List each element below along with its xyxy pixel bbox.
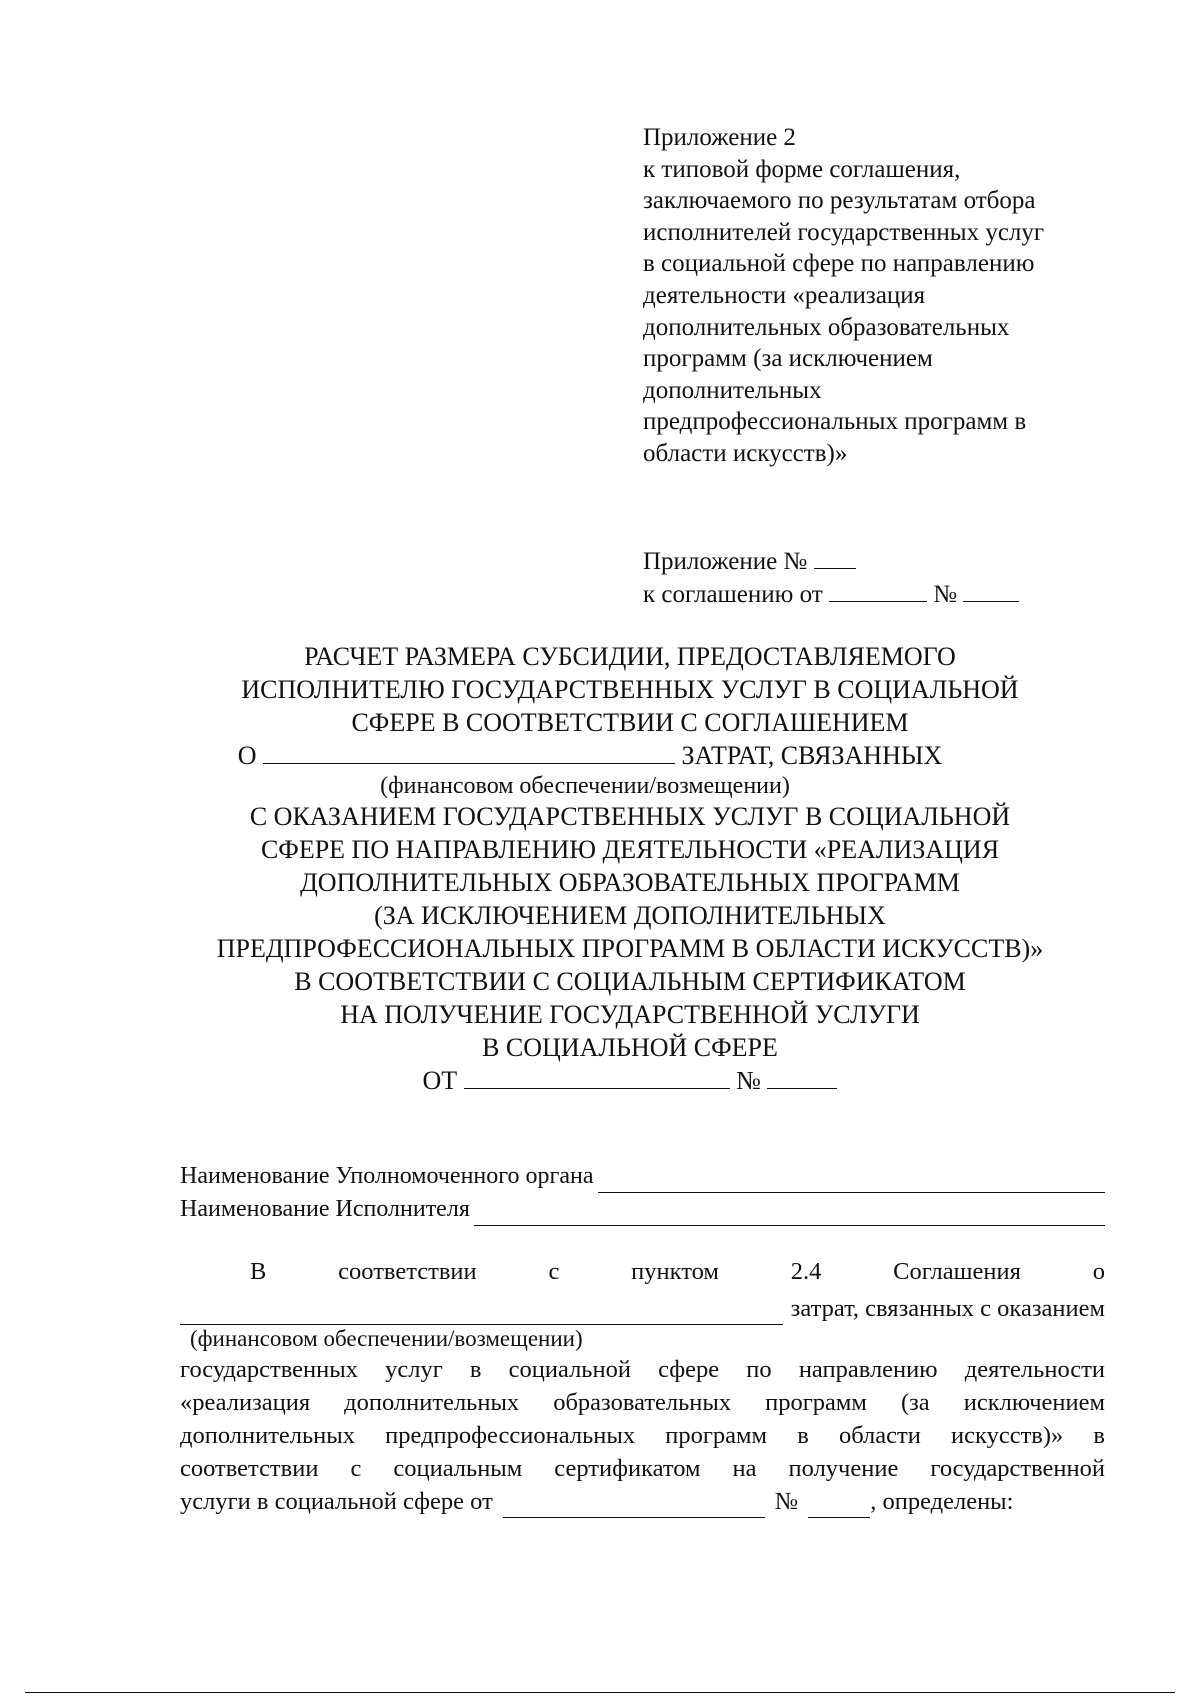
appendix-line: к типовой форме соглашения, bbox=[643, 155, 961, 183]
footer-rule bbox=[25, 1692, 1175, 1693]
appendix-line: дополнительных образовательных bbox=[643, 313, 1010, 341]
authority-row bbox=[180, 1160, 1105, 1193]
appendix-line: заключаемого по результатам отбора bbox=[643, 187, 1036, 215]
body-certificate-date-blank[interactable] bbox=[503, 1495, 765, 1518]
body-line-1 bbox=[180, 1255, 1105, 1288]
agreement-ref-line1 bbox=[643, 545, 1143, 578]
body-line: соответствии с социальным сертификатом на получение государственной bbox=[180, 1455, 1105, 1482]
appendix-line: деятельности «реализация bbox=[643, 281, 926, 309]
body-paragraph bbox=[180, 1255, 1105, 1518]
document-title bbox=[160, 640, 1100, 1097]
title-caption: (финансовом обеспечении/возмещении) bbox=[380, 773, 790, 799]
appendix-line: программ (за исключением bbox=[643, 345, 933, 373]
title-line: В СООТВЕТСТВИИ С СОЦИАЛЬНЫМ СЕРТИФИКАТОМ bbox=[294, 967, 966, 996]
agreement-ref-line2 bbox=[643, 578, 1143, 611]
body-word: пунктом bbox=[631, 1258, 719, 1285]
party-names bbox=[180, 1160, 1105, 1226]
title-costs-suffix: ЗАТРАТ, СВЯЗАННЫХ bbox=[681, 741, 943, 770]
body-line-7 bbox=[180, 1485, 1105, 1518]
title-from-prefix: ОТ bbox=[422, 1066, 458, 1095]
title-line: ПРЕДПРОФЕССИОНАЛЬНЫХ ПРОГРАММ В ОБЛАСТИ ИСКУССТВ)» bbox=[216, 934, 1044, 963]
body-word: с bbox=[548, 1258, 560, 1285]
body-word: 2.4 bbox=[790, 1258, 822, 1285]
title-number-sign: № bbox=[736, 1066, 761, 1095]
body-line-2 bbox=[180, 1292, 1105, 1325]
appendix-header bbox=[643, 122, 1143, 470]
title-line: С ОКАЗАНИЕМ ГОСУДАРСТВЕННЫХ УСЛУГ В СОЦИАЛЬНОЙ bbox=[249, 802, 1011, 831]
agreement-reference bbox=[643, 545, 1143, 611]
appendix-line: дополнительных bbox=[643, 376, 822, 404]
body-caption: (финансовом обеспечении/возмещении) bbox=[190, 1326, 583, 1351]
title-line: В СОЦИАЛЬНОЙ СФЕРЕ bbox=[482, 1033, 778, 1062]
appendix-line: исполнителей государственных услуг bbox=[643, 218, 1045, 246]
appendix-line: предпрофессиональных программ в bbox=[643, 408, 1027, 436]
body-costs-suffix: затрат, связанных с оказанием bbox=[790, 1295, 1105, 1322]
appendix-line: в социальной сфере по направлению bbox=[643, 250, 1035, 278]
body-word: соответствии bbox=[338, 1258, 477, 1285]
agreement-number-sign: № bbox=[933, 581, 958, 608]
body-number-sign: № bbox=[774, 1488, 799, 1515]
title-about-prefix: О bbox=[237, 741, 257, 770]
title-line: ДОПОЛНИТЕЛЬНЫХ ОБРАЗОВАТЕЛЬНЫХ ПРОГРАММ bbox=[300, 868, 960, 897]
appendix-line: области искусств)» bbox=[643, 439, 848, 467]
title-line: НА ПОЛУЧЕНИЕ ГОСУДАРСТВЕННОЙ УСЛУГИ bbox=[340, 1000, 920, 1029]
body-certificate-number-blank[interactable] bbox=[808, 1495, 870, 1518]
appendix-number-label: Приложение № bbox=[643, 548, 808, 575]
authority-name-blank[interactable] bbox=[598, 1168, 1105, 1193]
title-line-certificate bbox=[160, 1064, 1100, 1097]
body-from-prefix: услуги в социальной сфере от bbox=[180, 1488, 493, 1515]
body-word: о bbox=[1092, 1258, 1105, 1285]
executor-label: Наименование Исполнителя bbox=[180, 1196, 470, 1222]
executor-name-blank[interactable] bbox=[474, 1201, 1105, 1226]
appendix-line: Приложение 2 bbox=[643, 124, 796, 151]
agreement-type-blank-body[interactable] bbox=[180, 1300, 783, 1325]
title-line: (ЗА ИСКЛЮЧЕНИЕМ ДОПОЛНИТЕЛЬНЫХ bbox=[374, 901, 886, 930]
agreement-type-blank[interactable] bbox=[263, 741, 675, 764]
body-line: дополнительных предпрофессиональных программ в области искусств)» в bbox=[180, 1422, 1105, 1449]
authority-label: Наименование Уполномоченного органа bbox=[180, 1163, 594, 1189]
body-word: Соглашения bbox=[893, 1258, 1021, 1285]
agreement-date-label: к соглашению от bbox=[643, 581, 823, 608]
certificate-date-blank[interactable] bbox=[464, 1066, 730, 1089]
title-line: СФЕРЕ В СООТВЕТСТВИИ С СОГЛАШЕНИЕМ bbox=[351, 708, 909, 737]
body-word: В bbox=[250, 1258, 267, 1285]
agreement-date-blank[interactable] bbox=[829, 579, 927, 602]
appendix-number-blank[interactable] bbox=[814, 546, 856, 569]
title-line: РАСЧЕТ РАЗМЕРА СУБСИДИИ, ПРЕДОСТАВЛЯЕМОГО bbox=[304, 642, 956, 671]
certificate-number-blank[interactable] bbox=[767, 1066, 837, 1089]
body-line: государственных услуг в социальной сфере по направлению деятельности bbox=[180, 1356, 1105, 1383]
body-line: «реализация дополнительных образовательных программ (за исключением bbox=[180, 1389, 1105, 1416]
title-line: ИСПОЛНИТЕЛЮ ГОСУДАРСТВЕННЫХ УСЛУГ В СОЦИАЛЬНОЙ bbox=[241, 675, 1019, 704]
title-line: СФЕРЕ ПО НАПРАВЛЕНИЮ ДЕЯТЕЛЬНОСТИ «РЕАЛИЗАЦИЯ bbox=[260, 835, 1000, 864]
title-line-agreement-type bbox=[120, 739, 1060, 772]
body-determined-suffix: , определены: bbox=[870, 1488, 1014, 1515]
executor-row bbox=[180, 1193, 1105, 1226]
agreement-number-blank[interactable] bbox=[963, 579, 1019, 602]
